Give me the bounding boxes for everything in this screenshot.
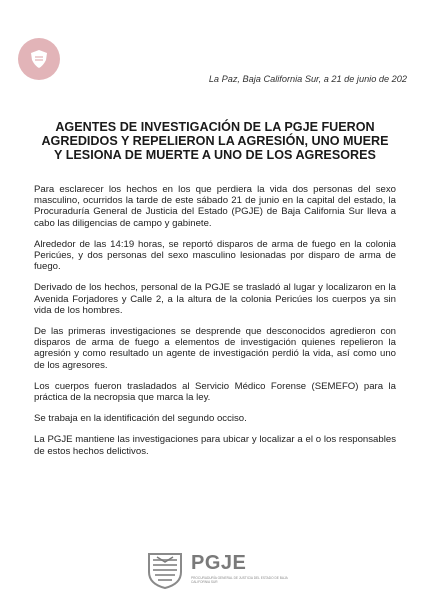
dateline: La Paz, Baja California Sur, a 21 de junio de 202 xyxy=(208,74,407,84)
footer-subtitle: PROCURADURÍA GENERAL DE JUSTICIA DEL ESTADO DE BAJA CALIFORNIA SUR xyxy=(191,576,288,584)
paragraph: De las primeras investigaciones se desprende que desconocidos agredieron con disparos de arma de fuego a elementos de investigación quienes repelieron la agresión y como resultado un agente de investigación perdió la vida, así como uno de los agresores. xyxy=(34,326,396,371)
shield-icon xyxy=(29,49,49,69)
footer-logo xyxy=(145,548,295,592)
paragraph: Los cuerpos fueron trasladados al Servicio Médico Forense (SEMEFO) para la práctica de la necropsia que marca la ley. xyxy=(34,380,396,404)
paragraph: Para esclarecer los hechos en los que perdiera la vida dos personas del sexo masculino, ocurridos la tarde de este sábado 21 de junio en la capital del estado, la Procuraduría General de Justicia del Estado (PGJE) de Baja California Sur lleva a cabo las diligencias de campo y gabinete. xyxy=(34,184,396,229)
paragraph: Derivado de los hechos, personal de la PGJE se trasladó al lugar y localizaron en la Avenida Forjadores y Calle 2, a la altura de la colonia Pericúes los cuerpos ya sin vida de los hombres. xyxy=(34,282,396,316)
state-emblem-icon xyxy=(145,550,185,590)
paragraph: Alrededor de las 14:19 horas, se reportó disparos de arma de fuego en la colonia Pericúes, y dos personas del sexo masculino lesionadas por disparo de arma de fuego. xyxy=(34,238,396,273)
press-release-body xyxy=(34,184,396,467)
press-release-headline: AGENTES DE INVESTIGACIÓN DE LA PGJE FUERON AGREDIDOS Y REPELIERON LA AGRESIÓN, UNO MUERE Y LESIONA DE MUERTE A UNO DE LOS AGRESORES xyxy=(41,120,389,162)
institution-seal xyxy=(18,38,60,80)
paragraph: La PGJE mantiene las investigaciones para ubicar y localizar a el o los responsables de estos hechos delictivos. xyxy=(34,434,396,457)
paragraph: Se trabaja en la identificación del segundo occiso. xyxy=(34,413,247,425)
footer-brand: PGJE xyxy=(191,552,247,574)
